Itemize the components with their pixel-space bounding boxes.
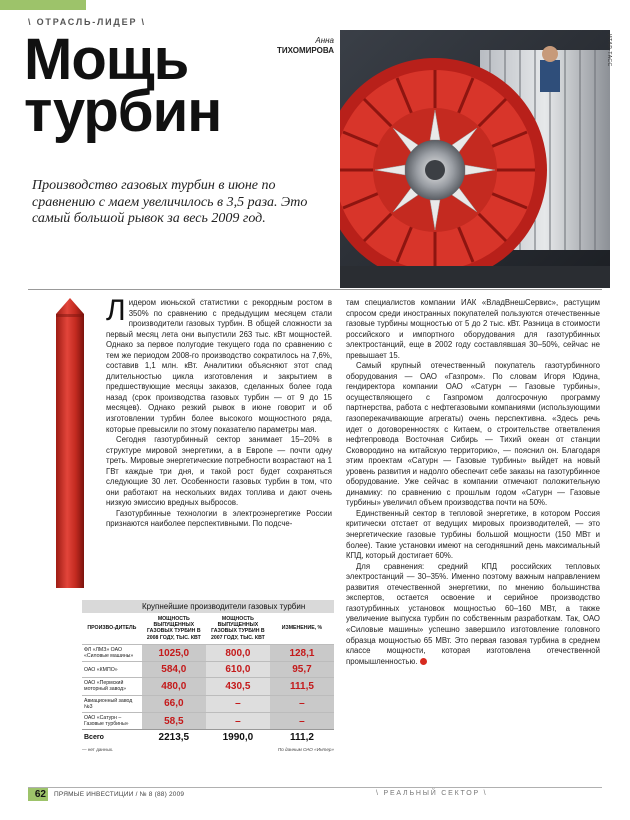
table-legend: — нет данных.	[82, 747, 114, 753]
row-2008: 66,0	[142, 695, 206, 712]
table-row	[82, 644, 334, 661]
turbine-illustration	[340, 30, 610, 288]
row-2008: 58,5	[142, 713, 206, 730]
pipe-graphic	[56, 298, 84, 588]
table-row	[82, 678, 334, 695]
table-row	[82, 695, 334, 712]
table-header-row	[82, 613, 334, 644]
row-2008: 480,0	[142, 678, 206, 695]
table-title: Крупнейшие производители газовых турбин	[82, 600, 334, 613]
row-2008: 1025,0	[142, 644, 206, 661]
title-line-2: турбин	[24, 79, 222, 144]
row-change: –	[270, 713, 334, 730]
row-producer: ОАО «Сатурн – Газовые турбины»	[82, 713, 142, 730]
paragraph: там специалистов компании ИАК «ВладВнешСервис», растущим спросом среди иностранных покупателей пользуются отечественные газовые турбины мощностью от 5 до 2 тыс. кВт. Разница в стоимости российского и импортного оборудования для газотурбинных электростанций, еще в 2002 году составлявшая 30–50%, сейчас не превышает 15.	[346, 298, 600, 360]
header-change: ИЗМЕНЕНИЕ, %	[281, 625, 323, 632]
table-row	[82, 662, 334, 678]
total-2007: 1990,0	[206, 730, 270, 746]
header-producer: ПРОИЗВО-ДИТЕЛЬ	[87, 625, 137, 632]
row-2007: –	[206, 695, 270, 712]
article-column-1	[106, 294, 332, 530]
row-2007: 610,0	[206, 662, 270, 678]
data-table	[82, 613, 334, 745]
article-lead: Производство газовых турбин в июне по сравнению с маем увеличилось в 3,5 раза. Это самый большой рывок за весь 2009 год.	[32, 178, 308, 226]
article-title	[24, 27, 222, 144]
paragraph: Для сравнения: средний КПД российских тепловых электростанций — 30–35%. Именно поэтому важным направлением развития отечественной энергетики, по мнению большинства экспертов, остается освоение и серийное производство газотурбинных установок мощностью 60–160 МВт, а также увеличение выпуска турбин по собственным разработкам. Так, ОАО «Силовые машины» успешно завершило изготовление головного образца мощностью 65 МВт. Это первая газовая турбина в среднем классе мощности, которая изготовлена отечественной промышленностью.	[346, 561, 600, 666]
header-2008: МОЩНОСТЬ ВЫПУЩЕННЫХ ГАЗОВЫХ ТУРБИН В 2008 ГОДУ, ТЫС. КВТ	[146, 616, 201, 641]
header-2007: МОЩНОСТЬ ВЫПУЩЕННЫХ ГАЗОВЫХ ТУРБИН В 2007 ГОДУ, ТЫС. КВТ	[210, 616, 265, 641]
paragraph: Сегодня газотурбинный сектор занимает 15–20% в структуре мировой энергетики, а в Европе — почти одну треть. Мировые энергетические потребности возрастают на 1 ГВт каждые три дня, и такой рост будет сохраняться следующие 30 лет. Особенности газовых турбин в том, что они работают на нескольких видах топлива и дают очень низкую эмиссию вредных выбросов.	[106, 435, 332, 508]
row-2007: –	[206, 713, 270, 730]
table-source: По данным ОАО «Интер»	[277, 747, 334, 753]
title-line-1: Мощь	[24, 27, 189, 92]
total-label: Всего	[82, 730, 142, 746]
paragraph: Лидером июньской статистики с рекордным ростом в 350% по сравнению с предыдущим месяцем стали производители газовых турбин. В общей сложности за первый месяц лета они выпустили 263 тыс. кВт мощностей. Однако за первое полугодие текущего года по сравнению с тем же периодом 2008-го производство сократилось на 7,6%, составив 1,1 млн. кВт. Аналитики объясняют этот спад длительностью цикла изготовления и закрытием в предшествующие месяцы заказов, сделанных более года назад (срок производства газовых турбин — от 9 до 15 месяцев). Однако резкий рывок в июне говорит и об изготовлении турбин более высокого мощностного ряда, которые превысили по этому показателю параметры мая.	[106, 294, 332, 434]
paragraph: Единственный сектор в тепловой энергетике, в котором Россия критически отстает от ведущих мировых производителей, — это энергетические газовые турбины большой мощности (150 МВт и более). Такие установки имеют на сегодняшний день максимальный КПД, который достигает 60%.	[346, 508, 600, 561]
photo-credit: ИТАР-ТАСС	[606, 34, 612, 67]
row-change: 128,1	[270, 644, 334, 661]
row-2007: 800,0	[206, 644, 270, 661]
article-column-2	[346, 298, 600, 667]
total-change: 111,2	[270, 730, 334, 746]
footer-divider	[28, 787, 602, 788]
producers-table	[82, 600, 334, 752]
author-first-name: Анна	[315, 36, 334, 45]
total-2008: 2213,5	[142, 730, 206, 746]
page-number: 62	[28, 788, 48, 801]
author-last-name: ТИХОМИРОВА	[276, 46, 334, 55]
turbine-photo	[340, 30, 610, 288]
section-kicker: \ ОТРАСЛЬ-ЛИДЕР \	[28, 17, 146, 27]
drop-cap: Л	[106, 294, 126, 327]
author-byline	[252, 36, 334, 56]
row-2007: 430,5	[206, 678, 270, 695]
row-change: 95,7	[270, 662, 334, 678]
row-producer: ОАО «Пермский моторный завод»	[82, 678, 142, 695]
header-divider	[28, 289, 602, 290]
row-change: 111,5	[270, 678, 334, 695]
end-mark-icon	[420, 658, 427, 665]
section-tab-bar	[0, 0, 86, 10]
magazine-issue: ПРЯМЫЕ ИНВЕСТИЦИИ / № 8 (88) 2009	[54, 791, 185, 798]
footer-section: \ РЕАЛЬНЫЙ СЕКТОР \	[376, 790, 488, 797]
paragraph: Самый крупный отечественный покупатель газотурбинного оборудования — ОАО «Газпром». По словам Игоря Юдина, гендиректора компании ОАО «Сатурн — Газовые турбины», осуществляющего с Газпромом долгосрочную программу партнерства, работа с нефтегазовыми компаниями (использующими газоперекачивающие агрегаты) очень перспективна. «Здесь речь идет о договоренностях с Китаем, о строительстве ответвления нефтепровода Восточная Сибирь — Тихий океан от станции Сковородино на китайскую территорию», — пояснил он. Благодаря этим проектам «Сатурн — Газовые турбины» выйдет на новый уровень развития и надолго обеспечит себе заказы на газотурбинное оборудование. Уже сейчас в компании отмечают положительную динамику: по сравнению с прошлым годом «Сатурн — Газовые турбины» увеличил объем производства почти на 50%.	[346, 361, 600, 508]
row-producer: Авиационный завод №3	[82, 695, 142, 712]
row-change: –	[270, 695, 334, 712]
table-row	[82, 713, 334, 730]
table-total-row	[82, 730, 334, 746]
paragraph: Газотурбинные технологии в электроэнергетике России признаются наиболее перспективными. По подсче-	[106, 508, 332, 529]
row-producer: ОАО «КМПО»	[82, 662, 142, 678]
row-producer: ФЛ «ЛМЗ» ОАО «Силовые машины»	[82, 644, 142, 661]
row-2008: 584,0	[142, 662, 206, 678]
table-footnote	[82, 745, 334, 752]
